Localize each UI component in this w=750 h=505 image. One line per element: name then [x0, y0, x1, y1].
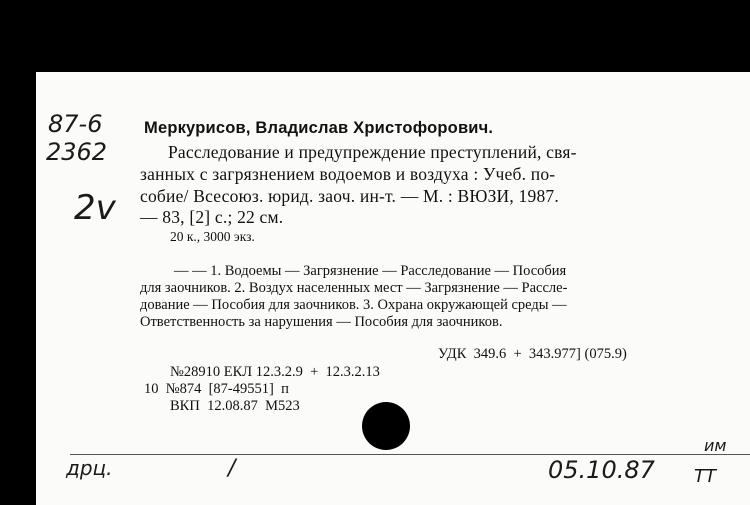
- print-run: 20 к., 3000 экз.: [170, 229, 255, 244]
- subject-line-4: Ответственность за нарушения — Пособия для заочников.: [140, 314, 503, 330]
- vkp-code: ВКП 12.08.87 М523: [170, 398, 300, 414]
- bottom-rule: [70, 454, 750, 455]
- catalog-card: [36, 72, 750, 505]
- subject-line-1: — — 1. Водоемы — Загрязнение — Расследование — Пособия: [174, 263, 567, 279]
- handwritten-date: 05.10.87: [548, 456, 655, 484]
- handwritten-bottom-mid: /: [228, 456, 236, 481]
- subject-line-3: дование — Пособия для заочников. 3. Охрана окружающей среды —: [140, 297, 567, 313]
- punch-hole: [362, 402, 410, 450]
- title-line-2: занных с загрязнением водоемов и воздуха : Учеб. по-: [140, 164, 556, 184]
- ekl-code: №28910 ЕКЛ 12.3.2.9 + 12.3.2.13: [170, 364, 380, 380]
- handwritten-bottom-left: дрц.: [66, 456, 113, 480]
- handwritten-initials-top: им: [704, 436, 727, 455]
- registration-number: 10 №874 [87-49551] п: [144, 381, 289, 397]
- title-line-4: — 83, [2] с.; 22 см.: [140, 207, 284, 227]
- udk-code: УДК 349.6 + 343.977] (075.9): [438, 346, 627, 362]
- call-number-bottom: 2362: [46, 138, 108, 166]
- call-number-top: 87-6: [48, 110, 103, 138]
- title-line-3: собие/ Всесоюз. юрид. заоч. ин-т. — М. : ВЮЗИ, 1987.: [140, 186, 559, 206]
- title-line-1: Расследование и предупреждение преступлений, свя-: [168, 142, 577, 162]
- handwritten-initials-bottom: TT: [694, 466, 716, 487]
- subject-line-2: для заочников. 2. Воздух населенных мест — Загрязнение — Рассле-: [140, 280, 568, 296]
- handwritten-mark-left: 2v: [74, 188, 116, 228]
- author-heading: Меркурисов, Владислав Христофорович.: [144, 119, 494, 137]
